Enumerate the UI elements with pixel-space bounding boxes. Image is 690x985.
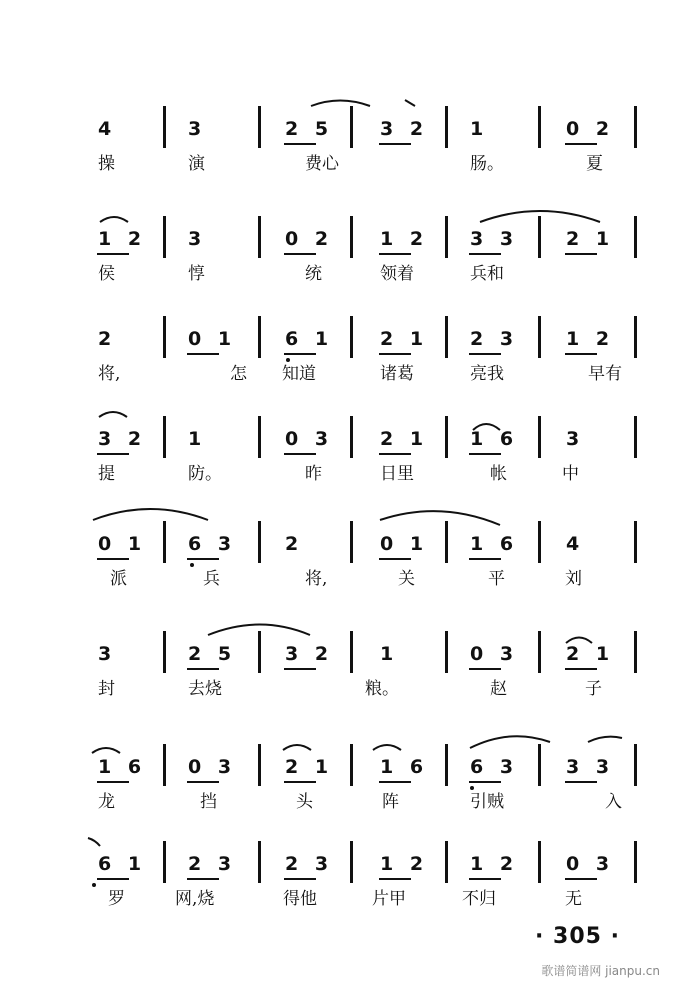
bar-line [163,521,166,563]
underline-beam [469,878,501,880]
lyric: 兵和 [470,264,504,284]
octave-dot [470,786,474,790]
note-group: 6 1 [98,853,147,875]
bar-line [538,216,541,258]
note-group: 4 [98,118,117,140]
note-group: 6 1 [285,328,334,350]
underline-beam [97,878,129,880]
underline-beam [379,878,411,880]
underline-beam [97,558,129,560]
note-group: 0 3 [285,428,334,450]
note-group: 1 2 [98,228,147,250]
underline-beam [379,558,411,560]
underline-beam [284,781,316,783]
underline-beam [284,353,316,355]
underline-beam [565,668,597,670]
bar-line [538,106,541,148]
note-group: 2 1 [566,228,615,250]
note-group: 0 1 [98,533,147,555]
lyric: 关 [398,569,415,589]
lyric: 网,烧 [175,889,215,909]
lyric: 得他 [283,889,317,909]
bar-line [258,631,261,673]
note-group: 3 2 [98,428,147,450]
note-group: 0 2 [566,118,615,140]
note-group: 2 [285,533,304,555]
note-group: 3 [188,118,207,140]
lyric: 将, [305,569,328,589]
lyric: 粮。 [365,679,399,699]
note-group: 3 3 [566,756,615,778]
underline-beam [187,558,219,560]
lyric: 片甲 [372,889,406,909]
lyric: 头 [296,792,313,812]
bar-line [163,416,166,458]
lyric: 去烧 [188,679,222,699]
lyric: 昨 [305,464,322,484]
note-group: 3 [188,228,207,250]
bar-line [350,316,353,358]
lyric: 派 [110,569,127,589]
note-group: 1 [470,118,489,140]
note-group: 3 2 [285,643,334,665]
lyric: 惇 [188,264,205,284]
underline-beam [97,453,129,455]
note-group: 2 [98,328,117,350]
lyric: 夏 [586,154,603,174]
note-group: 1 [380,643,399,665]
underline-beam [379,253,411,255]
note-group: 2 5 [188,643,237,665]
lyric: 早有 [588,364,622,384]
note-group: 0 2 [285,228,334,250]
note-group: 0 3 [188,756,237,778]
lyric: 怎 [230,364,247,384]
lyric: 子 [585,679,602,699]
bar-line [258,106,261,148]
score-row [0,428,690,528]
underline-beam [565,253,597,255]
bar-line [445,106,448,148]
bar-line [163,841,166,883]
bar-line [634,841,637,883]
bar-line [634,416,637,458]
bar-line [163,316,166,358]
note-group: 2 3 [470,328,519,350]
underline-beam [284,253,316,255]
note-group: 2 1 [285,756,334,778]
lyric: 引贼 [470,792,504,812]
lyric: 刘 [565,569,582,589]
lyric: 统 [305,264,322,284]
score-row [0,328,690,428]
lyric: 领着 [380,264,414,284]
note-group: 1 2 [380,228,429,250]
note-group: 0 1 [188,328,237,350]
slur [405,100,415,106]
lyric: 挡 [200,792,217,812]
note-group: 3 [566,428,585,450]
bar-line [350,106,353,148]
note-group: 2 1 [566,643,615,665]
underline-beam [469,668,501,670]
bar-line [634,521,637,563]
note-group: 2 3 [188,853,237,875]
note-group: 2 1 [380,328,429,350]
lyric: 不归 [462,889,496,909]
lyric: 防。 [188,464,222,484]
lyric: 知道 [282,364,316,384]
note-group: 2 3 [285,853,334,875]
lyric: 诸葛 [380,364,414,384]
underline-beam [187,781,219,783]
bar-line [445,841,448,883]
bar-line [634,744,637,786]
note-group: 1 6 [470,533,519,555]
note-group: 1 6 [470,428,519,450]
lyric: 无 [565,889,582,909]
note-group: 6 3 [470,756,519,778]
note-group: 0 3 [470,643,519,665]
note-group: 3 2 [380,118,429,140]
note-group: 3 [98,643,117,665]
bar-line [163,216,166,258]
note-group: 4 [566,533,585,555]
underline-beam [565,781,597,783]
bar-line [163,744,166,786]
underline-beam [284,453,316,455]
lyric: 肠。 [470,154,504,174]
score-row [0,756,690,856]
note-group: 1 [188,428,207,450]
watermark: 歌谱简谱网 jianpu.cn [541,964,660,978]
underline-beam [565,143,597,145]
lyric: 演 [188,154,205,174]
note-group: 1 2 [470,853,519,875]
note-group: 2 5 [285,118,334,140]
lyric: 提 [98,464,115,484]
note-group: 2 1 [380,428,429,450]
lyric: 中 [562,464,579,484]
bar-line [350,841,353,883]
bar-line [538,416,541,458]
bar-line [445,631,448,673]
underline-beam [284,143,316,145]
underline-beam [469,781,501,783]
bar-line [538,841,541,883]
score-row [0,643,690,743]
bar-line [350,416,353,458]
lyric: 操 [98,154,115,174]
bar-line [538,631,541,673]
octave-dot [286,358,290,362]
score-row [0,118,690,218]
bar-line [538,316,541,358]
underline-beam [379,453,411,455]
lyric: 平 [488,569,505,589]
bar-line [163,631,166,673]
bar-line [445,744,448,786]
underline-beam [469,253,501,255]
lyric: 日里 [380,464,414,484]
bar-line [258,841,261,883]
underline-beam [187,353,219,355]
note-group: 1 2 [566,328,615,350]
note-group: 1 6 [380,756,429,778]
note-group: 6 3 [188,533,237,555]
underline-beam [565,878,597,880]
bar-line [445,316,448,358]
bar-line [258,216,261,258]
underline-beam [565,353,597,355]
lyric: 亮我 [470,364,504,384]
bar-line [634,216,637,258]
bar-line [258,744,261,786]
lyric: 费心 [305,154,339,174]
lyric: 入 [605,792,622,812]
bar-line [163,106,166,148]
note-group: 0 1 [380,533,429,555]
note-group: 1 6 [98,756,147,778]
underline-beam [379,781,411,783]
underline-beam [187,878,219,880]
lyric: 侯 [98,264,115,284]
lyric: 阵 [382,792,399,812]
lyric: 赵 [490,679,507,699]
underline-beam [187,668,219,670]
lyric: 封 [98,679,115,699]
underline-beam [284,668,316,670]
bar-line [258,316,261,358]
bar-line [258,521,261,563]
underline-beam [379,143,411,145]
lyric: 龙 [98,792,115,812]
lyric: 帐 [490,464,507,484]
slur [283,745,311,750]
lyric: 兵 [203,569,220,589]
bar-line [258,416,261,458]
note-group: 3 3 [470,228,519,250]
note-group: 1 2 [380,853,429,875]
underline-beam [469,453,501,455]
bar-line [350,631,353,673]
bar-line [445,216,448,258]
note-group: 0 3 [566,853,615,875]
slur [311,101,370,107]
bar-line [634,316,637,358]
slur [373,745,401,750]
bar-line [350,216,353,258]
slur [92,748,120,753]
octave-dot [92,883,96,887]
bar-line [634,106,637,148]
underline-beam [97,781,129,783]
bar-line [634,631,637,673]
underline-beam [379,353,411,355]
bar-line [538,521,541,563]
bar-line [350,744,353,786]
underline-beam [284,878,316,880]
underline-beam [469,353,501,355]
page-number: · 305 · [535,924,620,949]
score-row [0,228,690,328]
bar-line [538,744,541,786]
bar-line [350,521,353,563]
score-row [0,533,690,633]
octave-dot [190,563,194,567]
bar-line [445,416,448,458]
lyric: 将, [98,364,121,384]
underline-beam [469,558,501,560]
bar-line [445,521,448,563]
lyric: 罗 [108,889,125,909]
underline-beam [97,253,129,255]
